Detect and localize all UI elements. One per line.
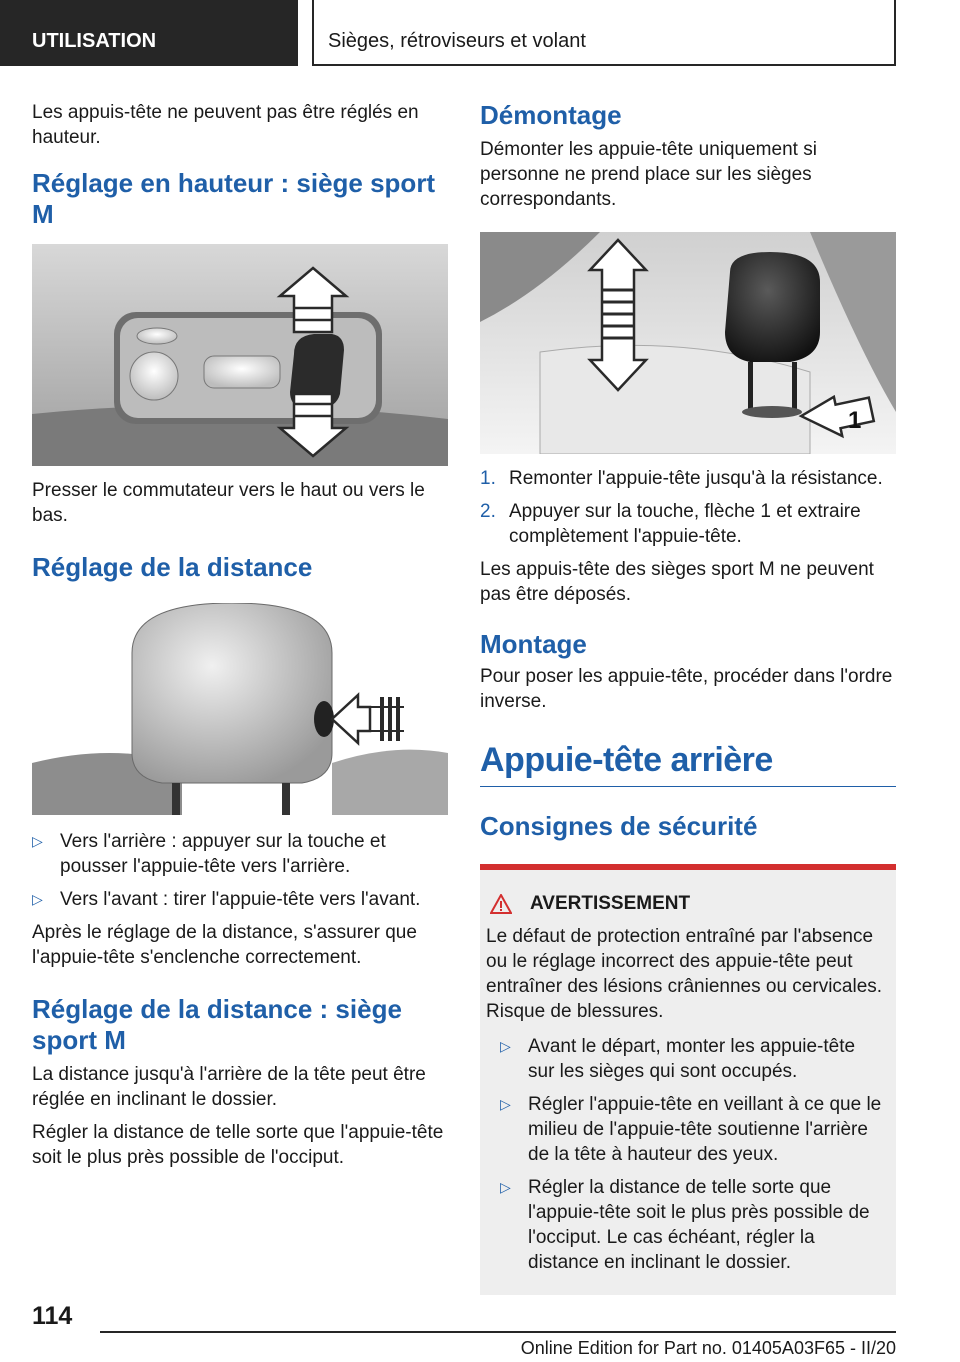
warning-title: AVERTISSEMENT (530, 893, 691, 914)
list-item: ▷ Avant le départ, monter les appuie-tête sur les sièges qui sont occupés. (500, 1036, 856, 1082)
header-section: UTILISATION (0, 0, 298, 66)
list-item: ▷ Régler l'appuie-tête en veillant à ce que le milieu de l'appuie-tête soutienne l'arrière de la tête à hauteur des yeux. (500, 1094, 882, 1165)
heading-montage: Montage (480, 629, 587, 659)
list-item: ▷ Régler la distance de telle sorte que l'appuie-tête soit le plus près possible de l'occiput. Le cas échéant, régler la distance en inclinant le dossier. (500, 1177, 870, 1273)
demontage-text: Démonter les appuie-tête uniquement si personne ne prend place sur les sièges correspondants. (480, 139, 817, 210)
headrest-distance-illustration (32, 603, 448, 815)
triangle-bullet-icon: ▷ (500, 1038, 511, 1054)
distance-sport-m-text-2: Régler la distance de telle sorte que l'appuie-tête soit le plus près possible de l'occiput. (32, 1122, 444, 1168)
list-item: ▷ Vers l'avant : tirer l'appuie-tête vers l'avant. (32, 889, 421, 910)
heading-distance: Réglage de la distance (32, 552, 313, 582)
left-column (32, 100, 448, 1178)
heading-height-sport-m: Réglage en hauteur : siège sport M (32, 168, 436, 229)
warning-header (486, 892, 886, 916)
triangle-bullet-icon: ▷ (500, 1096, 511, 1112)
after-adjust-text: Après le réglage de la distance, s'assurer que l'appuie-tête s'enclenche correctement. (32, 922, 417, 968)
seat-switch-illustration (32, 244, 448, 466)
footer-rule (100, 1331, 896, 1333)
callout-number-1: 1 (848, 407, 862, 434)
header-chapter: Sièges, rétroviseurs et volant (312, 0, 896, 66)
list-item: 1. Remonter l'appuie-tête jusqu'à la résistance. (480, 468, 883, 489)
section-rule (480, 786, 896, 787)
headrest-removal-illustration (480, 232, 896, 454)
removal-steps (480, 466, 896, 549)
heading-safety: Consignes de sécurité (480, 811, 758, 841)
right-column (480, 100, 896, 1295)
distance-sport-m-text-1: La distance jusqu'à l'arrière de la tête peut être réglée en inclinant le dossier. (32, 1064, 426, 1110)
warning-bullet-list (486, 1034, 886, 1275)
triangle-bullet-icon: ▷ (32, 891, 43, 907)
seat-switch-image (32, 244, 448, 466)
triangle-bullet-icon: ▷ (32, 833, 43, 849)
headrest-removal-image (480, 232, 896, 454)
list-item: 2. Appuyer sur la touche, flèche 1 et extraire complètement l'appuie-tête. (480, 501, 861, 547)
footer-edition: Online Edition for Part no. 01405A03F65 - II/20 (520, 1338, 896, 1358)
list-item: ▷ Vers l'arrière : appuyer sur la touche et pousser l'appuie-tête vers l'arrière. (32, 831, 386, 877)
heading-demontage: Démontage (480, 100, 622, 130)
intro-text: Les appuis-tête ne peuvent pas être réglés en hauteur. (32, 102, 419, 148)
heading-distance-sport-m: Réglage de la distance : siège sport M (32, 994, 402, 1055)
warning-text: Le défaut de protection entraîné par l'absence ou le réglage incorrect des appuie-tête peut entraîner des lésions crâniennes ou cervicales. Risque de blessures. (486, 926, 883, 1022)
heading-rear-headrest: Appuie-tête arrière (480, 741, 773, 779)
sport-m-not-removable-text: Les appuis-tête des sièges sport M ne peuvent pas être déposés. (480, 559, 874, 605)
page-number: 114 (32, 1302, 73, 1330)
triangle-bullet-icon: ▷ (500, 1179, 511, 1195)
warning-triangle-icon (490, 894, 512, 914)
montage-text: Pour poser les appuie-tête, procéder dans l'ordre inverse. (480, 666, 893, 712)
headrest-distance-image (32, 603, 448, 815)
height-instruction: Presser le commutateur vers le haut ou vers le bas. (32, 480, 425, 526)
distance-bullet-list (32, 829, 448, 912)
warning-box (480, 864, 896, 1295)
